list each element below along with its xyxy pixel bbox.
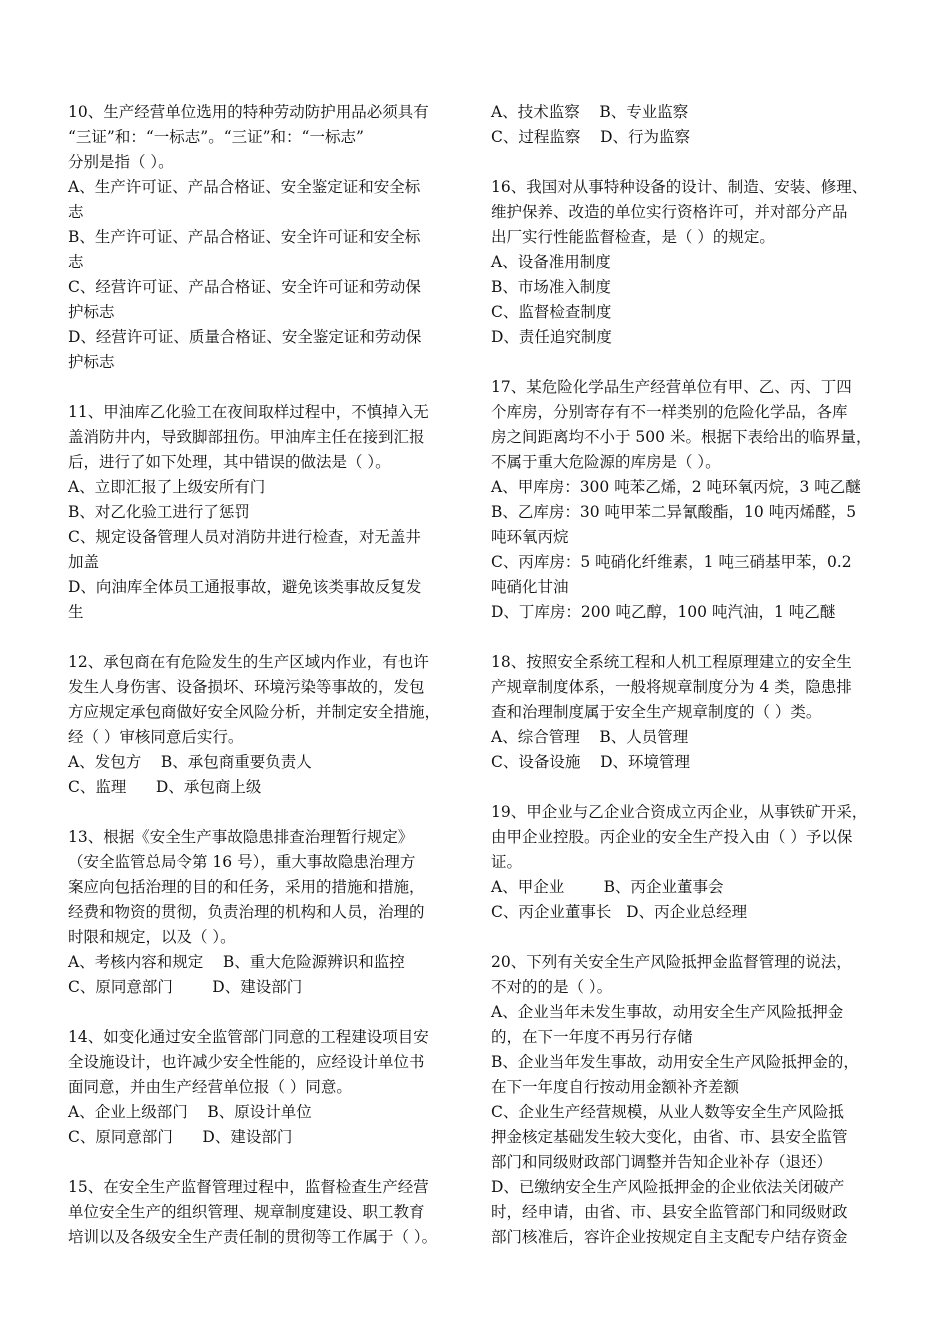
question-block xyxy=(68,650,468,800)
text-line: 10、生产经营单位选用的特种劳动防护用品必须具有 xyxy=(68,103,429,121)
text-line: A、企业上级部门 B、原设计单位 xyxy=(68,1103,312,1121)
text-line: 案应向包括治理的目的和任务，采用的措施和措施， xyxy=(68,878,425,896)
text-line: A、考核内容和规定 B、重大危险源辨识和监控 xyxy=(68,953,405,971)
question-block xyxy=(491,800,891,925)
question-block xyxy=(491,375,891,625)
text-line: C、丙库房：5 吨硝化纤维素，1 吨三硝基甲苯，0.2 xyxy=(491,553,852,571)
text-line: 个库房，分别寄存有不一样类别的危险化学品，各库 xyxy=(491,403,848,421)
text-line: 16、我国对从事特种设备的设计、制造、安装、修理、 xyxy=(491,178,868,196)
text-line: A、甲库房：300 吨苯乙烯，2 吨环氧丙烷，3 吨乙醚 xyxy=(491,478,861,496)
text-line: 押金核定基础发生较大变化，由省、市、县安全监管 xyxy=(491,1128,848,1146)
text-line: A、发包方 B、承包商重要负责人 xyxy=(68,753,312,771)
text-line: C、监督检查制度 xyxy=(491,303,612,321)
text-line: 单位安全生产的组织管理、规章制度建设、职工教育 xyxy=(68,1203,425,1221)
text-line: D、已缴纳安全生产风险抵押金的企业依法关闭破产 xyxy=(491,1178,845,1196)
text-line: A、技术监察 B、专业监察 xyxy=(491,103,689,121)
text-line: 12、承包商在有危险发生的生产区域内作业，有也许 xyxy=(68,653,429,671)
text-line: 吨硝化甘油 xyxy=(491,578,569,596)
text-line: D、丁库房：200 吨乙醇，100 吨汽油，1 吨乙醚 xyxy=(491,603,836,621)
text-line: 面同意，并由生产经营单位报（ ）同意。 xyxy=(68,1078,352,1096)
text-line: 经费和物资的贯彻，负责治理的机构和人员，治理的 xyxy=(68,903,425,921)
text-line: A、设备准用制度 xyxy=(491,253,611,271)
text-line: A、甲企业 B、丙企业董事会 xyxy=(491,878,724,896)
text-line: B、市场准入制度 xyxy=(491,278,611,296)
text-line: A、生产许可证、产品合格证、安全鉴定证和安全标 xyxy=(68,178,421,196)
text-line: 发生人身伤害、设备损坏、环境污染等事故的，发包 xyxy=(68,678,425,696)
text-line: 不对的的是（ ）。 xyxy=(491,978,613,996)
text-line: 时限和规定，以及（ ）。 xyxy=(68,928,236,946)
text-line: 生 xyxy=(68,603,84,621)
text-line: 志 xyxy=(68,203,84,221)
question-block xyxy=(68,400,468,625)
question-block xyxy=(491,950,891,1250)
text-line: 盖消防井内，导致脚部扭伤。甲油库主任在接到汇报 xyxy=(68,428,425,446)
text-line: 在下一年度自行按动用金额补齐差额 xyxy=(491,1078,740,1096)
text-line: C、过程监察 D、行为监察 xyxy=(491,128,690,146)
text-line: 后，进行了如下处理，其中错误的做法是（ ）。 xyxy=(68,453,391,471)
text-line: 产规章制度体系，一般将规章制度分为 4 类，隐患排 xyxy=(491,678,852,696)
text-line: 时，经申请，由省、市、县安全监管部门和同级财政 xyxy=(491,1203,848,1221)
text-line: C、设备设施 D、环境管理 xyxy=(491,753,690,771)
text-line: 20、下列有关安全生产风险抵押金监督管理的说法， xyxy=(491,953,852,971)
text-line: 加盖 xyxy=(68,553,100,571)
text-line: 志 xyxy=(68,253,84,271)
text-line: C、监理 D、承包商上级 xyxy=(68,778,262,796)
text-line: 17、某危险化学品生产经营单位有甲、乙、丙、丁四 xyxy=(491,378,852,396)
question-block xyxy=(68,1175,468,1250)
question-block xyxy=(491,650,891,775)
text-line: 护标志 xyxy=(68,303,115,321)
text-line: 护标志 xyxy=(68,353,115,371)
text-line: 出厂实行性能监督检查，是（ ）的规定。 xyxy=(491,228,775,246)
question-block xyxy=(68,825,468,1000)
text-line: 分别是指（ ）。 xyxy=(68,153,174,171)
text-line: D、经营许可证、质量合格证、安全鉴定证和劳动保 xyxy=(68,328,422,346)
text-line: 部门和同级财政部门调整并告知企业补存（退还） xyxy=(491,1153,833,1171)
text-line: C、经营许可证、产品合格证、安全许可证和劳动保 xyxy=(68,278,421,296)
text-line: B、对乙化验工进行了惩罚 xyxy=(68,503,250,521)
text-line: 部门核准后，容许企业按规定自主支配专户结存资金 xyxy=(491,1228,848,1246)
question-block xyxy=(68,1025,468,1150)
text-line: A、综合管理 B、人员管理 xyxy=(491,728,689,746)
text-line: 吨环氧丙烷 xyxy=(491,528,569,546)
text-line: 证。 xyxy=(491,853,523,871)
text-line: A、企业当年未发生事故，动用安全生产风险抵押金 xyxy=(491,1003,844,1021)
text-line: C、原同意部门 D、建设部门 xyxy=(68,1128,293,1146)
text-line: 不属于重大危险源的库房是（ ）。 xyxy=(491,453,721,471)
right-column xyxy=(491,100,891,1275)
text-line: D、责任追究制度 xyxy=(491,328,612,346)
text-line: 15、在安全生产监督管理过程中，监督检查生产经营 xyxy=(68,1178,429,1196)
text-line: C、企业生产经营规模，从业人数等安全生产风险抵 xyxy=(491,1103,844,1121)
text-line: 维护保养、改造的单位实行资格许可，并对部分产品 xyxy=(491,203,848,221)
text-line: B、乙库房：30 吨甲苯二异氰酸酯，10 吨丙烯醛，5 xyxy=(491,503,857,521)
text-line: 13、根据《安全生产事故隐患排查治理暂行规定》 xyxy=(68,828,414,846)
left-column xyxy=(68,100,468,1275)
text-line: C、规定设备管理人员对消防井进行检查，对无盖井 xyxy=(68,528,421,546)
text-line: 经（ ）审核同意后实行。 xyxy=(68,728,244,746)
text-line: 19、甲企业与乙企业合资成立丙企业，从事铁矿开采， xyxy=(491,803,868,821)
text-line: 由甲企业控股。丙企业的安全生产投入由（ ）予以保 xyxy=(491,828,853,846)
text-line: （安全监管总局令第 16 号），重大事故隐患治理方 xyxy=(68,853,416,871)
text-line: 11、甲油库乙化验工在夜间取样过程中，不慎掉入无 xyxy=(68,403,429,421)
text-line: C、丙企业董事长 D、丙企业总经理 xyxy=(491,903,748,921)
text-line: C、原同意部门 D、建设部门 xyxy=(68,978,303,996)
text-line: 全设施设计，也许减少安全性能的，应经设计单位书 xyxy=(68,1053,425,1071)
text-line: A、立即汇报了上级安所有门 xyxy=(68,478,266,496)
text-line: 18、按照安全系统工程和人机工程原理建立的安全生 xyxy=(491,653,852,671)
question-block xyxy=(68,100,468,375)
text-line: B、企业当年发生事故，动用安全生产风险抵押金的， xyxy=(491,1053,859,1071)
text-line: 培训以及各级安全生产责任制的贯彻等工作属于（ ）。 xyxy=(68,1228,438,1246)
question-block xyxy=(491,100,891,150)
text-line: 查和治理制度属于安全生产规章制度的（ ）类。 xyxy=(491,703,822,721)
question-block xyxy=(491,175,891,350)
text-line: 的，在下一年度不再另行存储 xyxy=(491,1028,693,1046)
text-line: 方应规定承包商做好安全风险分析，并制定安全措施， xyxy=(68,703,441,721)
text-line: B、生产许可证、产品合格证、安全许可证和安全标 xyxy=(68,228,421,246)
text-line: “三证”和：“一标志”。“三证”和：“一标志” xyxy=(68,128,364,146)
text-line: 房之间距离均不小于 500 米。根据下表给出的临界量， xyxy=(491,428,872,446)
text-line: 14、如变化通过安全监管部门同意的工程建设项目安 xyxy=(68,1028,429,1046)
text-line: D、向油库全体员工通报事故，避免该类事故反复发 xyxy=(68,578,422,596)
